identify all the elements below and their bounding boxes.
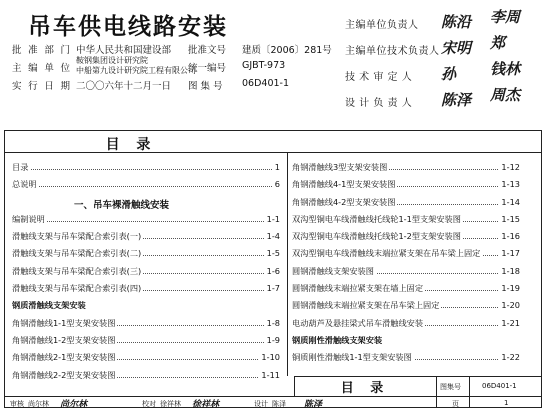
entry-title: 角钢滑触线2-2型支架安装图 — [12, 369, 116, 380]
entry-page: 1-20 — [501, 300, 520, 311]
unified-no-label: 统一编号 — [188, 63, 227, 74]
entry-page: 1-15 — [501, 213, 520, 224]
entry-page: 1-13 — [501, 179, 520, 190]
entry-page: 1-18 — [501, 265, 520, 276]
entry-title: 角钢滑触线4-2型支架安装图 — [292, 196, 396, 207]
entry-title: 钢质刚性滑触线支架安装 — [292, 334, 383, 345]
signature: 陈泽 — [441, 91, 472, 109]
signer-role: 主编单位技术负责人 — [345, 46, 440, 57]
contents-entry — [292, 212, 520, 229]
editor-unit-line2: 中船第九设计研究院工程有限公司 — [76, 66, 196, 75]
entry-page: 1-14 — [501, 196, 520, 207]
entry-page: 1-11 — [261, 369, 280, 380]
contents-entry — [292, 316, 520, 333]
entry-title: 铜质刚性滑触线1-1型支架安装图 — [292, 352, 412, 363]
page-label: 页 — [452, 400, 459, 408]
entry-page: 1-22 — [501, 352, 520, 363]
approval-dept-label: 批准部门 — [12, 45, 70, 56]
contents-entry — [292, 229, 520, 246]
atlas-no-label: 图 集 号 — [188, 81, 223, 92]
effective-date-label: 实行日期 — [12, 81, 70, 92]
contents-entry — [292, 298, 520, 315]
entry-title: 双沟型铜电车线滑触线末端拉紧支架在吊车梁上固定 — [292, 248, 481, 259]
entry-title: 圆钢滑触线末端拉紧支架在吊车梁上固定 — [292, 300, 440, 311]
contents-section-heading — [12, 195, 280, 212]
contents-column-right — [292, 160, 520, 368]
contents-entry — [12, 316, 280, 333]
contents-heading: 目 录 — [105, 137, 157, 153]
entry-title: 滑触线支架与吊车梁配合索引表(二) — [12, 248, 142, 259]
entry-title: 滑触线支架与吊车梁配合索引表(四) — [12, 283, 142, 294]
entry-page: 6 — [274, 179, 280, 190]
signature: 李周 — [490, 8, 521, 26]
divider — [4, 396, 5, 408]
signer-role: 设 计 负 责 人 — [345, 98, 413, 109]
entry-title: 角钢滑触线1-2型支架安装图 — [12, 334, 116, 345]
contents-entry — [12, 160, 280, 177]
entry-page: 1-16 — [501, 231, 520, 242]
contents-entry — [292, 246, 520, 263]
entry-title: 角钢滑触线1-1型支架安装图 — [12, 317, 116, 328]
cover-header — [0, 0, 550, 124]
column-divider — [287, 152, 288, 376]
signer-role: 技 术 审 定 人 — [345, 72, 413, 83]
signers-list — [345, 8, 545, 112]
entry-title: 角钢滑触线2-1型支架安装图 — [12, 352, 116, 363]
contents-entry — [12, 246, 280, 263]
entry-title: 双沟型铜电车线滑触线托线轮1-2型支架安装图 — [292, 231, 461, 242]
entry-page: 1-4 — [266, 231, 280, 242]
contents-entry — [12, 333, 280, 350]
contents-column-left — [12, 160, 280, 385]
editor-unit-label: 主编单位 — [12, 63, 70, 74]
signature: 周杰 — [490, 86, 521, 104]
effective-date: 二〇〇六年十二月一日 — [76, 81, 172, 92]
signer-row — [345, 86, 545, 112]
signer-row — [345, 8, 545, 34]
contents-entry — [292, 350, 520, 367]
entry-page: 1-21 — [501, 317, 520, 328]
entry-title: 编制说明 — [12, 213, 45, 224]
atlas-no: 06D401-1 — [242, 78, 290, 89]
contents-entry — [292, 160, 520, 177]
contents-entry — [292, 177, 520, 194]
divider — [469, 376, 470, 408]
publication-meta — [12, 42, 332, 96]
contents-entry — [292, 264, 520, 281]
contents-entry — [12, 281, 280, 298]
contents-section-heading — [292, 333, 520, 350]
contents-entry — [12, 229, 280, 246]
entry-title: 总说明 — [12, 179, 37, 190]
signature: 陈沿 — [441, 13, 472, 31]
entry-page: 1-8 — [266, 317, 280, 328]
approval-dept: 中华人民共和国建设部 — [76, 45, 172, 56]
divider — [4, 152, 542, 153]
signature: 陈泽 — [304, 400, 323, 410]
unified-no: GJBT-973 — [242, 60, 286, 71]
leader-dots — [12, 169, 280, 170]
entry-page: 1-10 — [261, 352, 280, 363]
entry-page: 1-7 — [266, 283, 280, 294]
page-number: 1 — [504, 399, 509, 407]
entry-title: 目录 — [12, 162, 29, 172]
entry-title: 一、吊车裸滑触线安装 — [74, 197, 171, 211]
entry-page: 1-17 — [501, 248, 520, 259]
entry-page: 1-5 — [266, 248, 280, 259]
title-block-name: 目 录 — [340, 381, 390, 396]
signer-role: 主编单位负责人 — [345, 20, 419, 31]
approval-doc-label: 批准文号 — [188, 45, 227, 56]
design-label: 设计 — [254, 400, 268, 408]
contents-entry — [12, 177, 280, 194]
entry-title: 圆钢滑触线末端拉紧支架在墙上固定 — [292, 283, 424, 294]
entry-title: 电动葫芦及悬挂梁式吊车滑触线安装 — [292, 317, 424, 328]
entry-title: 圆钢滑触线支架安装图 — [292, 265, 374, 276]
entry-title: 钢质滑触线支架安装 — [12, 300, 86, 311]
editor-unit — [76, 56, 196, 76]
signature: 郑 — [490, 34, 506, 52]
entry-page: 1 — [274, 162, 280, 172]
review-label: 审核 — [10, 400, 24, 408]
signature: 徐祥林 — [192, 400, 220, 410]
contents-entry — [12, 212, 280, 229]
entry-page: 1-12 — [501, 162, 520, 172]
entry-page: 1-19 — [501, 283, 520, 294]
contents-entry — [12, 264, 280, 281]
entry-page: 1-9 — [266, 334, 280, 345]
contents-entry — [12, 350, 280, 367]
atlas-label: 图集号 — [440, 383, 461, 391]
signature: 尚尔林 — [60, 400, 88, 410]
check-label: 校对 — [142, 400, 156, 408]
entry-title: 滑触线支架与吊车梁配合索引表(三) — [12, 265, 142, 276]
designer-name: 陈泽 — [272, 400, 286, 408]
divider — [294, 376, 295, 396]
entry-title: 双沟型铜电车线滑触线托线轮1-1型支架安装图 — [292, 213, 461, 224]
entry-page: 1-1 — [266, 213, 280, 224]
entry-page: 1-6 — [266, 265, 280, 276]
atlas-number: 06D401-1 — [482, 382, 517, 390]
signature: 孙 — [441, 65, 457, 83]
entry-title: 角钢滑触线4-1型支架安装图 — [292, 179, 396, 190]
divider — [436, 376, 437, 408]
entry-title: 滑触线支架与吊车梁配合索引表(一) — [12, 231, 142, 242]
entry-title: 角钢滑触线3型支架安装图 — [292, 162, 388, 172]
signature: 宋明 — [441, 39, 472, 57]
signer-row — [345, 60, 545, 86]
contents-entry — [292, 281, 520, 298]
signature: 钱林 — [490, 60, 521, 78]
leader-dots — [12, 221, 280, 222]
page-title: 吊车供电线路安装 — [28, 14, 228, 40]
leader-dots — [12, 186, 280, 187]
editor-unit-line1: 鞍钢集团设计研究院 — [76, 56, 148, 65]
contents-section-heading — [12, 298, 280, 315]
title-block — [4, 376, 542, 408]
checker-name: 徐祥林 — [160, 400, 181, 408]
contents-entry — [292, 195, 520, 212]
approval-doc: 建质〔2006〕281号 — [242, 45, 332, 56]
signer-row — [345, 34, 545, 60]
reviewer-name: 尚尔林 — [28, 400, 49, 408]
